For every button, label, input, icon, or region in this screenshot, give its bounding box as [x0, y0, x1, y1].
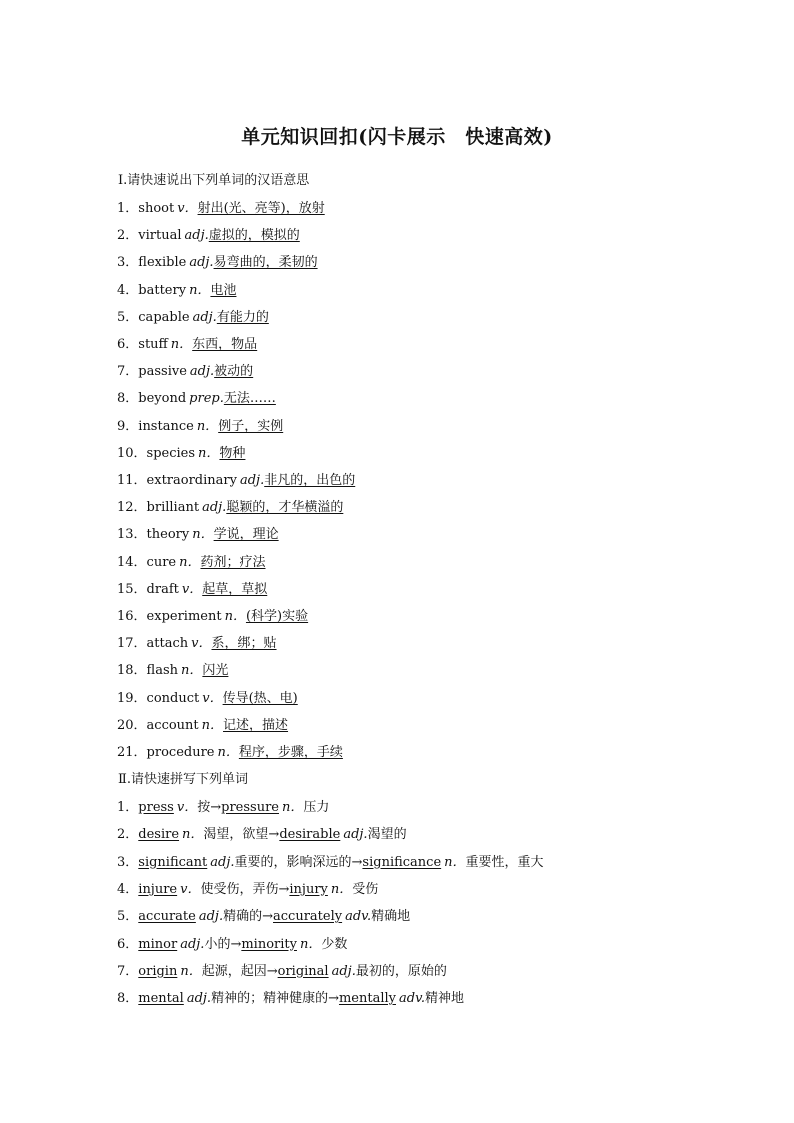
- part-of-speech: n．: [198, 445, 220, 461]
- chinese-meaning: 非凡的，出色的: [264, 473, 356, 488]
- vocab-row: [117, 717, 288, 735]
- item-number: 16．: [117, 609, 147, 624]
- item-number: 17．: [117, 636, 147, 652]
- part-of-speech: adj.: [189, 255, 214, 271]
- derived-meaning: 最初的，原始的: [355, 963, 447, 979]
- part-of-speech: adj.: [210, 854, 235, 870]
- page-title: 单元知识回扣(闪卡展示 快速高效): [241, 126, 553, 148]
- base-word: significant: [138, 854, 208, 870]
- chinese-meaning: (科学)实验: [245, 609, 309, 624]
- chinese-meaning: 有能力的: [216, 309, 269, 325]
- derived-meaning: 重要性，重大: [465, 854, 544, 870]
- item-number: 3．: [117, 255, 139, 271]
- vocab-row: [117, 744, 343, 762]
- vocab-row: [117, 526, 279, 544]
- item-number: 1．: [117, 201, 139, 216]
- part-of-speech: adv.: [399, 991, 426, 1007]
- item-number: 11．: [117, 473, 147, 488]
- base-word: desire: [138, 827, 180, 843]
- item-number: 8．: [117, 391, 139, 407]
- part-of-speech: prep.: [189, 391, 224, 407]
- item-number: 5．: [117, 309, 139, 325]
- part-of-speech: adj.: [186, 991, 212, 1007]
- derived-word: significance: [362, 854, 442, 870]
- derived-meaning: 压力: [303, 800, 330, 815]
- part-of-speech: adj.: [331, 963, 356, 979]
- item-number: 4．: [117, 881, 139, 897]
- spelling-row: [117, 963, 447, 981]
- english-word: attach: [146, 636, 189, 652]
- vocab-row: [117, 254, 318, 272]
- vocab-row: [117, 690, 298, 708]
- english-word: battery: [138, 282, 187, 298]
- part-of-speech: adj.: [180, 936, 205, 952]
- chinese-meaning: 程序，步骤，手续: [238, 745, 343, 760]
- base-meaning: 起源，起因→: [201, 963, 278, 979]
- english-word: virtual: [138, 228, 182, 244]
- english-word: brilliant: [146, 500, 200, 516]
- chinese-meaning: 例子，实例: [218, 418, 284, 434]
- base-meaning: 重要的，影响深远的→: [234, 854, 363, 870]
- english-word: cure: [146, 554, 177, 570]
- vocab-row: [117, 363, 253, 381]
- part-of-speech: v．: [176, 800, 198, 815]
- english-word: beyond: [138, 391, 187, 407]
- vocab-row: [117, 554, 266, 572]
- part-of-speech: n．: [201, 717, 224, 733]
- vocab-row: [117, 635, 277, 653]
- part-of-speech: adv.: [345, 909, 372, 925]
- item-number: 9．: [117, 418, 139, 434]
- part-of-speech: n．: [179, 554, 201, 570]
- english-word: conduct: [146, 690, 200, 706]
- base-word: origin: [138, 963, 178, 979]
- english-word: theory: [146, 527, 190, 543]
- english-word: species: [146, 445, 196, 461]
- item-number: 3．: [117, 854, 139, 870]
- vocab-row: [117, 662, 228, 680]
- english-word: experiment: [146, 609, 222, 624]
- item-number: 18．: [117, 663, 147, 679]
- part-of-speech: adj.: [239, 473, 265, 488]
- chinese-meaning: 无法……: [223, 391, 276, 407]
- part-of-speech: n．: [182, 827, 204, 843]
- vocab-row: [117, 282, 236, 300]
- item-number: 2．: [117, 827, 139, 843]
- vocab-row: [117, 227, 300, 245]
- spelling-row: [117, 936, 347, 954]
- base-word: mental: [138, 991, 184, 1007]
- part-of-speech: adj.: [192, 309, 217, 325]
- item-number: 13．: [117, 527, 147, 543]
- part-of-speech: n．: [170, 337, 193, 352]
- derived-word: accurately: [273, 909, 343, 925]
- item-number: 8．: [117, 991, 139, 1007]
- chinese-meaning: 起草，草拟: [202, 581, 268, 597]
- item-number: 15．: [117, 581, 147, 597]
- derived-word: pressure: [221, 800, 279, 815]
- vocab-row: [117, 200, 325, 218]
- vocab-row: [117, 445, 245, 463]
- derived-meaning: 渴望的: [367, 827, 407, 843]
- part-of-speech: n．: [444, 854, 466, 870]
- english-word: extraordinary: [146, 473, 237, 488]
- english-word: draft: [146, 581, 179, 597]
- english-word: flexible: [138, 255, 187, 271]
- part-of-speech: n．: [189, 282, 211, 298]
- chinese-meaning: 东西，物品: [192, 337, 258, 352]
- english-word: account: [146, 717, 199, 733]
- base-word: minor: [138, 936, 178, 952]
- derived-word: desirable: [279, 827, 341, 843]
- vocab-row: [117, 499, 343, 517]
- item-number: 1．: [117, 800, 139, 815]
- chinese-meaning: 记述，描述: [223, 717, 289, 733]
- item-number: 12．: [117, 500, 147, 516]
- spelling-row: [117, 799, 329, 817]
- base-meaning: 小的→: [204, 936, 242, 952]
- part-of-speech: n．: [330, 881, 353, 897]
- part-of-speech: v．: [177, 201, 198, 216]
- part-of-speech: adj.: [184, 228, 209, 244]
- derived-word: mentally: [338, 991, 396, 1007]
- chinese-meaning: 系，绑；贴: [211, 636, 277, 652]
- item-number: 6．: [117, 337, 139, 352]
- item-number: 7．: [117, 364, 139, 380]
- part-of-speech: n．: [180, 963, 202, 979]
- vocab-row: [117, 608, 308, 626]
- chinese-meaning: 被动的: [214, 364, 254, 380]
- part-of-speech: n．: [196, 418, 219, 434]
- part-of-speech: n．: [224, 609, 246, 624]
- derived-meaning: 少数: [321, 936, 348, 952]
- base-word: injure: [138, 881, 178, 897]
- vocab-row: [117, 581, 267, 599]
- chinese-meaning: 聪颖的，才华横溢的: [226, 500, 344, 516]
- vocab-row: [117, 472, 355, 490]
- part-of-speech: adj.: [343, 827, 368, 843]
- base-word: accurate: [138, 909, 196, 925]
- english-word: capable: [138, 309, 190, 325]
- chinese-meaning: 学说，理论: [213, 527, 279, 543]
- english-word: flash: [146, 663, 179, 679]
- spelling-row: [117, 908, 410, 926]
- item-number: 14．: [117, 554, 147, 570]
- base-meaning: 精神的；精神健康的→: [211, 991, 339, 1007]
- part-of-speech: n．: [181, 663, 203, 679]
- base-meaning: 按→: [197, 800, 222, 815]
- derived-meaning: 精确地: [371, 909, 411, 925]
- part-of-speech: v．: [181, 581, 203, 597]
- base-meaning: 使受伤，弄伤→: [200, 881, 290, 897]
- vocab-row: [117, 418, 283, 436]
- part-of-speech: adj.: [198, 909, 224, 925]
- derived-word: minority: [241, 936, 297, 952]
- item-number: 7．: [117, 963, 139, 979]
- vocab-row: [117, 336, 257, 354]
- chinese-meaning: 药剂；疗法: [200, 554, 266, 570]
- item-number: 4．: [117, 282, 139, 298]
- chinese-meaning: 虚拟的，模拟的: [208, 228, 300, 244]
- part-of-speech: n．: [192, 527, 214, 543]
- english-word: procedure: [146, 745, 215, 760]
- chinese-meaning: 物种: [219, 445, 246, 461]
- part-of-speech: v．: [191, 636, 212, 652]
- part-of-speech: n．: [281, 800, 304, 815]
- item-number: 6．: [117, 936, 139, 952]
- chinese-meaning: 射出(光、亮等)，放射: [197, 201, 325, 216]
- english-word: shoot: [138, 201, 175, 216]
- vocab-row: [117, 390, 276, 408]
- item-number: 10．: [117, 445, 147, 461]
- chinese-meaning: 电池: [210, 282, 237, 298]
- base-word: press: [138, 800, 174, 815]
- derived-word: injury: [289, 881, 328, 897]
- item-number: 20．: [117, 717, 147, 733]
- item-number: 19．: [117, 690, 147, 706]
- derived-meaning: 受伤: [352, 881, 379, 897]
- spelling-row: [117, 854, 544, 872]
- part-of-speech: n．: [217, 745, 239, 760]
- spelling-row: [117, 826, 407, 844]
- spelling-row: [117, 990, 464, 1008]
- chinese-meaning: 闪光: [202, 663, 229, 679]
- english-word: stuff: [138, 337, 168, 352]
- derived-word: original: [277, 963, 329, 979]
- part-of-speech: n．: [299, 936, 322, 952]
- english-word: passive: [138, 364, 187, 380]
- section-2-heading: Ⅱ.请快速拼写下列单词: [118, 772, 248, 787]
- section-1-heading: Ⅰ.请快速说出下列单词的汉语意思: [118, 173, 310, 188]
- part-of-speech: v．: [202, 690, 223, 706]
- part-of-speech: v．: [180, 881, 201, 897]
- spelling-row: [117, 881, 378, 899]
- item-number: 2．: [117, 228, 139, 244]
- base-meaning: 精确的→: [223, 909, 274, 925]
- item-number: 5．: [117, 909, 139, 925]
- english-word: instance: [138, 418, 194, 434]
- part-of-speech: adj.: [202, 500, 227, 516]
- base-meaning: 渴望，欲望→: [203, 827, 280, 843]
- chinese-meaning: 传导(热、电): [222, 690, 298, 706]
- vocab-row: [117, 309, 269, 327]
- item-number: 21．: [117, 745, 147, 760]
- chinese-meaning: 易弯曲的，柔韧的: [213, 255, 318, 271]
- part-of-speech: adj.: [189, 364, 215, 380]
- derived-meaning: 精神地: [425, 991, 465, 1007]
